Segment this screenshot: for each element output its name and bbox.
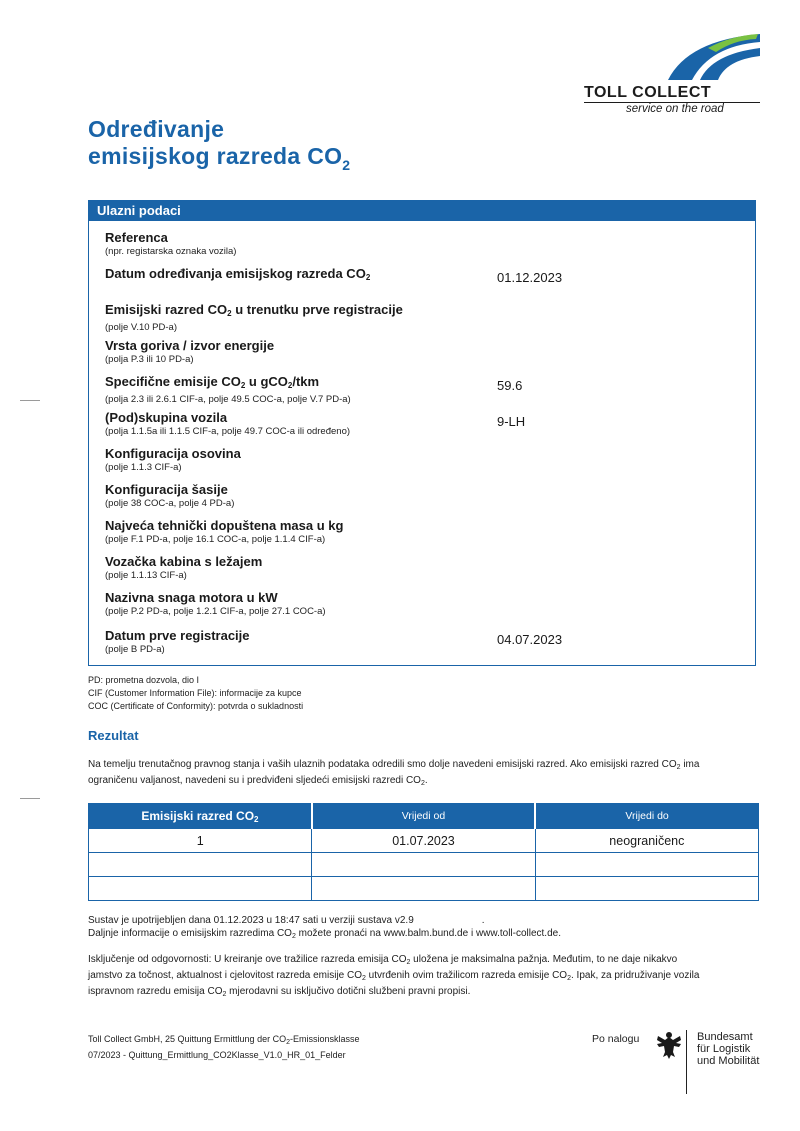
footer-company-line: Toll Collect GmbH, 25 Quittung Ermittlung der $CO_2$-Emissionsklasse: [88, 1034, 360, 1046]
authority-name: Bundesamt für Logistik und Mobilität: [697, 1031, 760, 1067]
result-table-header: [89, 804, 759, 829]
field-first-registration-date-value: 04.07.2023: [497, 632, 563, 647]
title-line-2: emisijskog razreda $CO_2$: [88, 143, 351, 173]
table-row: [89, 829, 759, 853]
note-cif: CIF (Customer Information File): informacije za kupce: [88, 688, 302, 698]
field-determination-date: Datum određivanja emisijskog razreda $CO_2$: [105, 266, 371, 282]
result-description: Na temelju trenutačnog pravnog stanja i vaših ulaznih podataka odredili smo dolje navedeni emisijski razred. Ako emisijski razred $CO_2$ ima ograničenu valjanost, navedeni su i predviđeni sljedeći emisijski razredi $CO_2$.: [88, 759, 700, 787]
cell-emission-class: [89, 853, 312, 877]
field-reference: Referenca (npr. registarska oznaka vozila): [105, 230, 237, 257]
cell-emission-class: 1: [89, 829, 312, 853]
on-behalf-label: Po nalogu: [592, 1033, 640, 1045]
field-determination-date-value: 01.12.2023: [497, 270, 563, 285]
cell-valid-from: [312, 853, 535, 877]
cell-valid-from: 01.07.2023: [312, 829, 535, 853]
title-line-1: Određivanje: [88, 116, 225, 142]
field-chassis-configuration: Konfiguracija šasije (polje 38 COC-a, polje 4 PD-a): [105, 482, 235, 509]
authority-divider: [686, 1030, 687, 1094]
footer-document-id: 07/2023 - Quittung_Ermittlung_CO2Klasse_V1.0_HR_01_Felder: [88, 1050, 346, 1060]
logo-tagline: service on the road: [626, 103, 724, 115]
toll-collect-logo-icon: [660, 32, 760, 82]
field-max-mass: Najveća tehnički dopuštena masa u kg (polje F.1 PD-a, polje 16.1 COC-a, polje 1.1.4 CIF-a): [105, 518, 344, 545]
field-first-registration-date: Datum prve registracije (polje B PD-a): [105, 628, 250, 655]
fold-mark-top: [20, 400, 40, 401]
header-valid-to: Vrijedi do: [535, 804, 758, 829]
field-vehicle-subgroup-value: 9-LH: [497, 414, 526, 429]
note-pd: PD: prometna dozvola, dio I: [88, 675, 200, 685]
result-table: [88, 803, 759, 901]
field-axle-configuration: Konfiguracija osovina (polje 1.1.3 CIF-a): [105, 446, 241, 473]
field-engine-power: Nazivna snaga motora u kW (polje P.2 PD-a, polje 1.2.1 CIF-a, polje 27.1 COC-a): [105, 590, 326, 617]
header-emission-class: Emisijski razred $CO_2$: [89, 804, 312, 829]
federal-eagle-icon: [656, 1030, 682, 1060]
cell-emission-class: [89, 877, 312, 901]
fold-mark-bottom: [20, 798, 40, 799]
field-vehicle-subgroup: (Pod)skupina vozila (polja 1.1.5a ili 1.1.5 CIF-a, polje 49.7 COC-a ili određeno): [105, 410, 351, 437]
logo-wordmark: TOLL COLLECT: [584, 84, 712, 101]
table-row: [89, 877, 759, 901]
cell-valid-to: [535, 877, 758, 901]
input-section-heading: Ulazni podaci: [89, 201, 755, 221]
field-fuel-type: Vrsta goriva / izvor energije (polja P.3 ili 10 PD-a): [105, 338, 275, 365]
input-data-section: [88, 200, 756, 666]
field-specific-emissions: Specifične emisije $CO_2$ u gCO$_2$/tkm (polja 2.3 ili 2.6.1 CIF-a, polje 49.5 COC-a, polje V.7 PD-a): [105, 374, 351, 405]
disclaimer: Isključenje od odgovornosti: U kreiranje ove tražilice razreda emisija $CO_2$ uložena je maksimalna pažnja. Međutim, to ne daje nikakvo jamstvo za točnost, aktualnost i cjelovitost razreda emisije $CO_2$ utvrđenih ovim tražilicom razreda emisije $CO_2$. Ipak, za pridruživanje vozila ispravnom razredu emisija $CO_2$ mjerodavni su isključivo dotični službeni pravni propisi.: [88, 954, 700, 998]
system-info: Sustav je upotrijebljen dana 01.12.2023 u 18:47 sati u verziji sustava v2.9 . Daljnje informacije o emisijskim razredima $CO_2$ možete pronaći na www.balm.bund.de i www.toll-collect.de.: [88, 915, 561, 940]
field-first-registration-class: Emisijski razred $CO_2$ u trenutku prve registracije (polje V.10 PD-a): [105, 302, 403, 333]
cell-valid-from: [312, 877, 535, 901]
cell-valid-to: neograničenc: [535, 829, 758, 853]
field-specific-emissions-value: 59.6: [497, 378, 523, 393]
header-valid-from: Vrijedi od: [312, 804, 535, 829]
abbreviation-notes: [88, 674, 303, 713]
table-row: [89, 853, 759, 877]
cell-valid-to: [535, 853, 758, 877]
page-title: [88, 116, 350, 179]
note-coc: COC (Certificate of Conformity): potvrda o sukladnosti: [88, 701, 304, 711]
result-heading: Rezultat: [88, 728, 139, 743]
field-sleeper-cab: Vozačka kabina s ležajem (polje 1.1.13 CIF-a): [105, 554, 263, 581]
